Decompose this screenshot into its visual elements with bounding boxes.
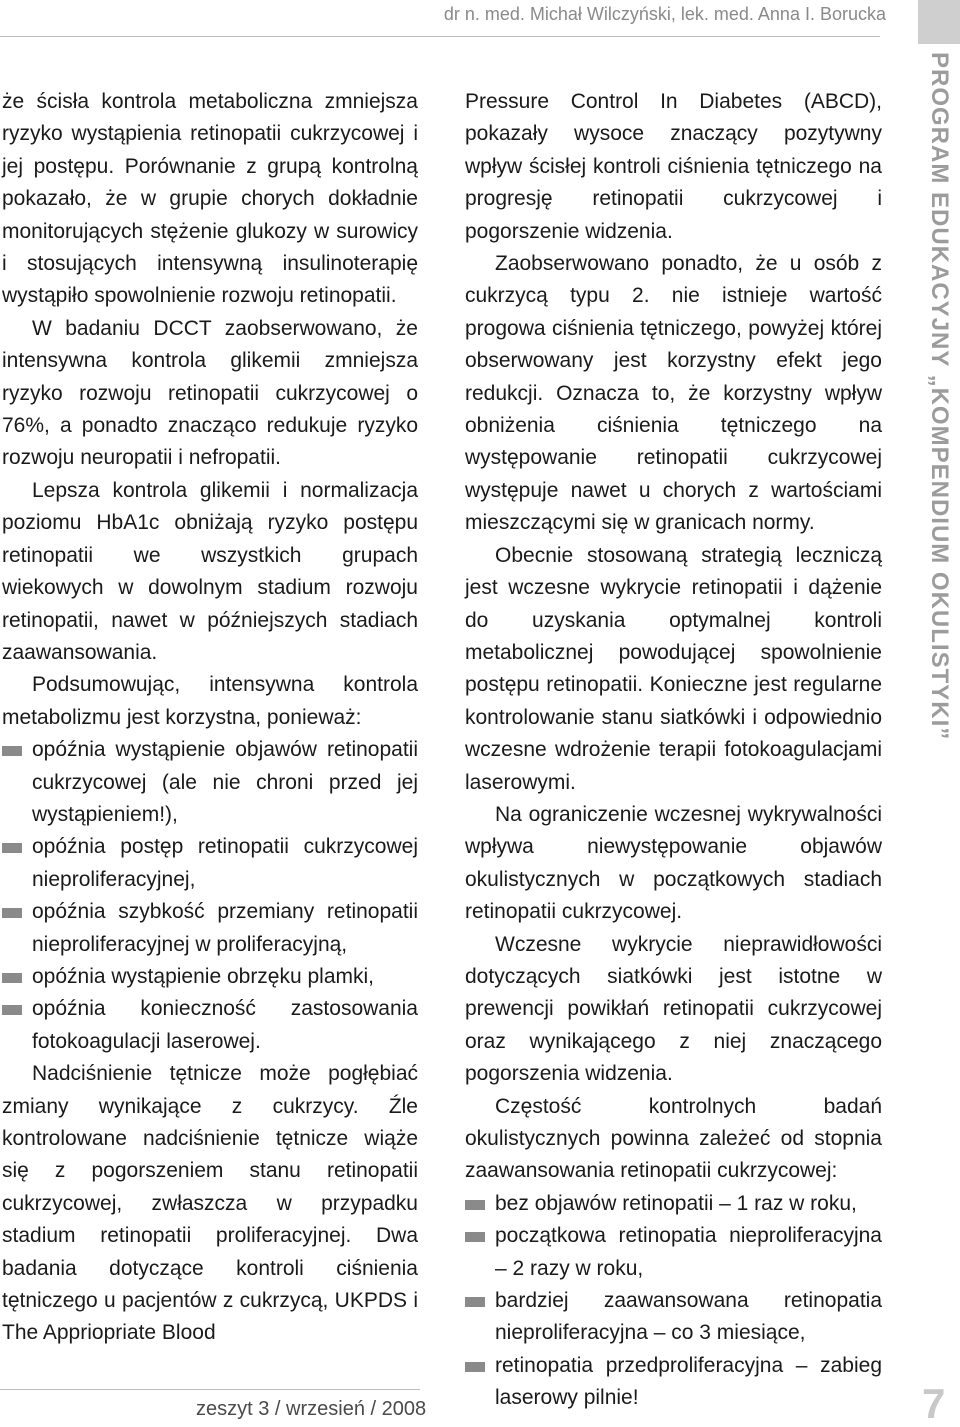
bullet-icon [2,973,22,983]
list-item-text: opóźnia konieczność zastosowania fotokoagulacji laserowej. [32,997,418,1053]
list-item [465,1220,882,1285]
paragraph: Nadciśnienie tętnicze może pogłębiać zmiany wynikające z cukrzycy. Źle kontrolowane nadciśnienie tętnicze wiąże się z pogorszeniem stanu retinopatii cukrzycowej, zwłaszcza w przypadku stadium retinopatii proliferacyjnej. Dwa badania dotyczące kontroli ciśnienia tętniczego u pacjentów z cukrzycą, UKPDS i The Appriopriate Blood [2,1062,418,1345]
bullet-icon [2,843,22,853]
bullet-icon [2,908,22,918]
paragraph: Na ograniczenie wczesnej wykrywalności wpływa niewystępowanie objawów okulistycznych w początkowych stadiach retinopatii cukrzycowej. [465,802,882,924]
list-item-text: początkowa retinopatia nieproliferacyjna – 2 razy w roku, [495,1224,882,1280]
list-item [465,1350,882,1415]
left-column [2,86,418,1350]
paragraph: Lepsza kontrola glikemii i normalizacja poziomu HbA1c obniżają ryzyko postępu retinopatii we wszystkich grupach wiekowych w dowolnym stadium rozwoju retinopatii, nawet w późniejszych stadiach zaawansowania. [2,478,418,664]
side-title [918,52,960,752]
list-item [465,1188,882,1220]
paragraph: Obecnie stosowaną strategią leczniczą jest wczesne wykrycie retinopatii i dążenie do uzyskania optymalnej kontroli metabolicznej powodującej spowolnienie postępu retinopatii. Konieczne jest regularne kontrolowanie stanu siatkówki i odpowiednio wczesne wdrożenie terapii fotokoagulacjami laserowymi. [465,543,882,794]
paragraph: Podsumowując, intensywna kontrola metabolizmu jest korzystna, ponieważ: [2,673,418,729]
exam-frequency-list [465,1188,882,1415]
paragraph: Pressure Control In Diabetes (ABCD), pokazały wysoce znaczący pozytywny wpływ ścisłej kontroli ciśnienia tętniczego na progresję retinopatii cukrzycowej i pogorszenie widzenia. [465,90,882,243]
side-tab [918,0,960,44]
list-item-text: bez objawów retinopatii – 1 raz w roku, [495,1191,857,1215]
list-item-text: opóźnia postęp retinopatii cukrzycowej nieproliferacyjnej, [32,835,418,891]
paragraph: Zaobserwowano ponadto, że u osób z cukrzycą typu 2. nie istnieje wartość progowa ciśnienia tętniczego, powyżej której obserwowany jest korzystny efekt jego redukcji. Oznacza to, że korzystny wpływ obniżenia ciśnienia tętniczego na występowanie retinopatii cukrzycowej występuje nawet u chorych z wartościami mieszczącymi się w granicach normy. [465,252,882,535]
list-item [2,961,418,993]
bullet-icon [465,1362,485,1372]
side-title-text: PROGRAM EDUKACYJNY „KOMPENDIUM OKULISTYKI” [926,52,953,741]
list-item [2,896,418,961]
benefits-list [2,734,418,1058]
top-divider [0,36,880,37]
list-item-text: opóźnia szybkość przemiany retinopatii nieproliferacyjnej w proliferacyjną, [32,900,418,956]
issue-label: zeszyt 3 / wrzesień / 2008 [196,1398,427,1420]
list-item [2,993,418,1058]
bullet-icon [2,1005,22,1015]
list-item-text: opóźnia wystąpienie obrzęku plamki, [32,964,375,988]
paragraph: W badaniu DCCT zaobserwowano, że intensywna kontrola glikemii zmniejsza ryzyko rozwoju retinopatii cukrzycowej o 76%, a ponadto znacząco redukuje ryzyko rozwoju neuropatii i nefropatii. [2,316,418,470]
author-line: dr n. med. Michał Wilczyński, lek. med. Anna I. Borucka [443,4,886,24]
paragraph: że ścisła kontrola metaboliczna zmniejsza ryzyko wystąpienia retinopatii cukrzycowej i jej postępu. Porównanie z grupą kontrolną pokazało, że w grupie chorych dokładnie monitorujących stężenie glukozy w surowicy i stosujących intensywną insulinoterapię wystąpiło spowolnienie rozwoju retinopatii. [2,90,418,308]
bullet-icon [465,1297,485,1307]
paragraph: Częstość kontrolnych badań okulistycznych powinna zależeć od stopnia zaawansowania retinopatii cukrzycowej: [465,1094,882,1183]
list-item-text: opóźnia wystąpienie objawów retinopatii cukrzycowej (ale nie chroni przed jej wystąpieniem!), [32,738,418,826]
paragraph: Wczesne wykrycie nieprawidłowości dotyczących siatkówki jest istotne w prewencji powikłań retinopatii cukrzycowej oraz wynikającego z niej znaczącego pogorszenia widzenia. [465,932,882,1086]
list-item-text: retinopatia przedproliferacyjna – zabieg laserowy pilnie! [495,1353,882,1410]
list-item [2,831,418,896]
right-column [465,86,882,1415]
list-item [2,734,418,831]
bullet-icon [465,1200,485,1210]
bullet-icon [2,746,22,756]
list-item-text: bardziej zaawansowana retinopatia nieproliferacyjna – co 3 miesiące, [495,1289,882,1345]
page-number: 7 [922,1380,946,1427]
bullet-icon [465,1232,485,1242]
footer-divider [0,1389,420,1390]
list-item [465,1285,882,1350]
